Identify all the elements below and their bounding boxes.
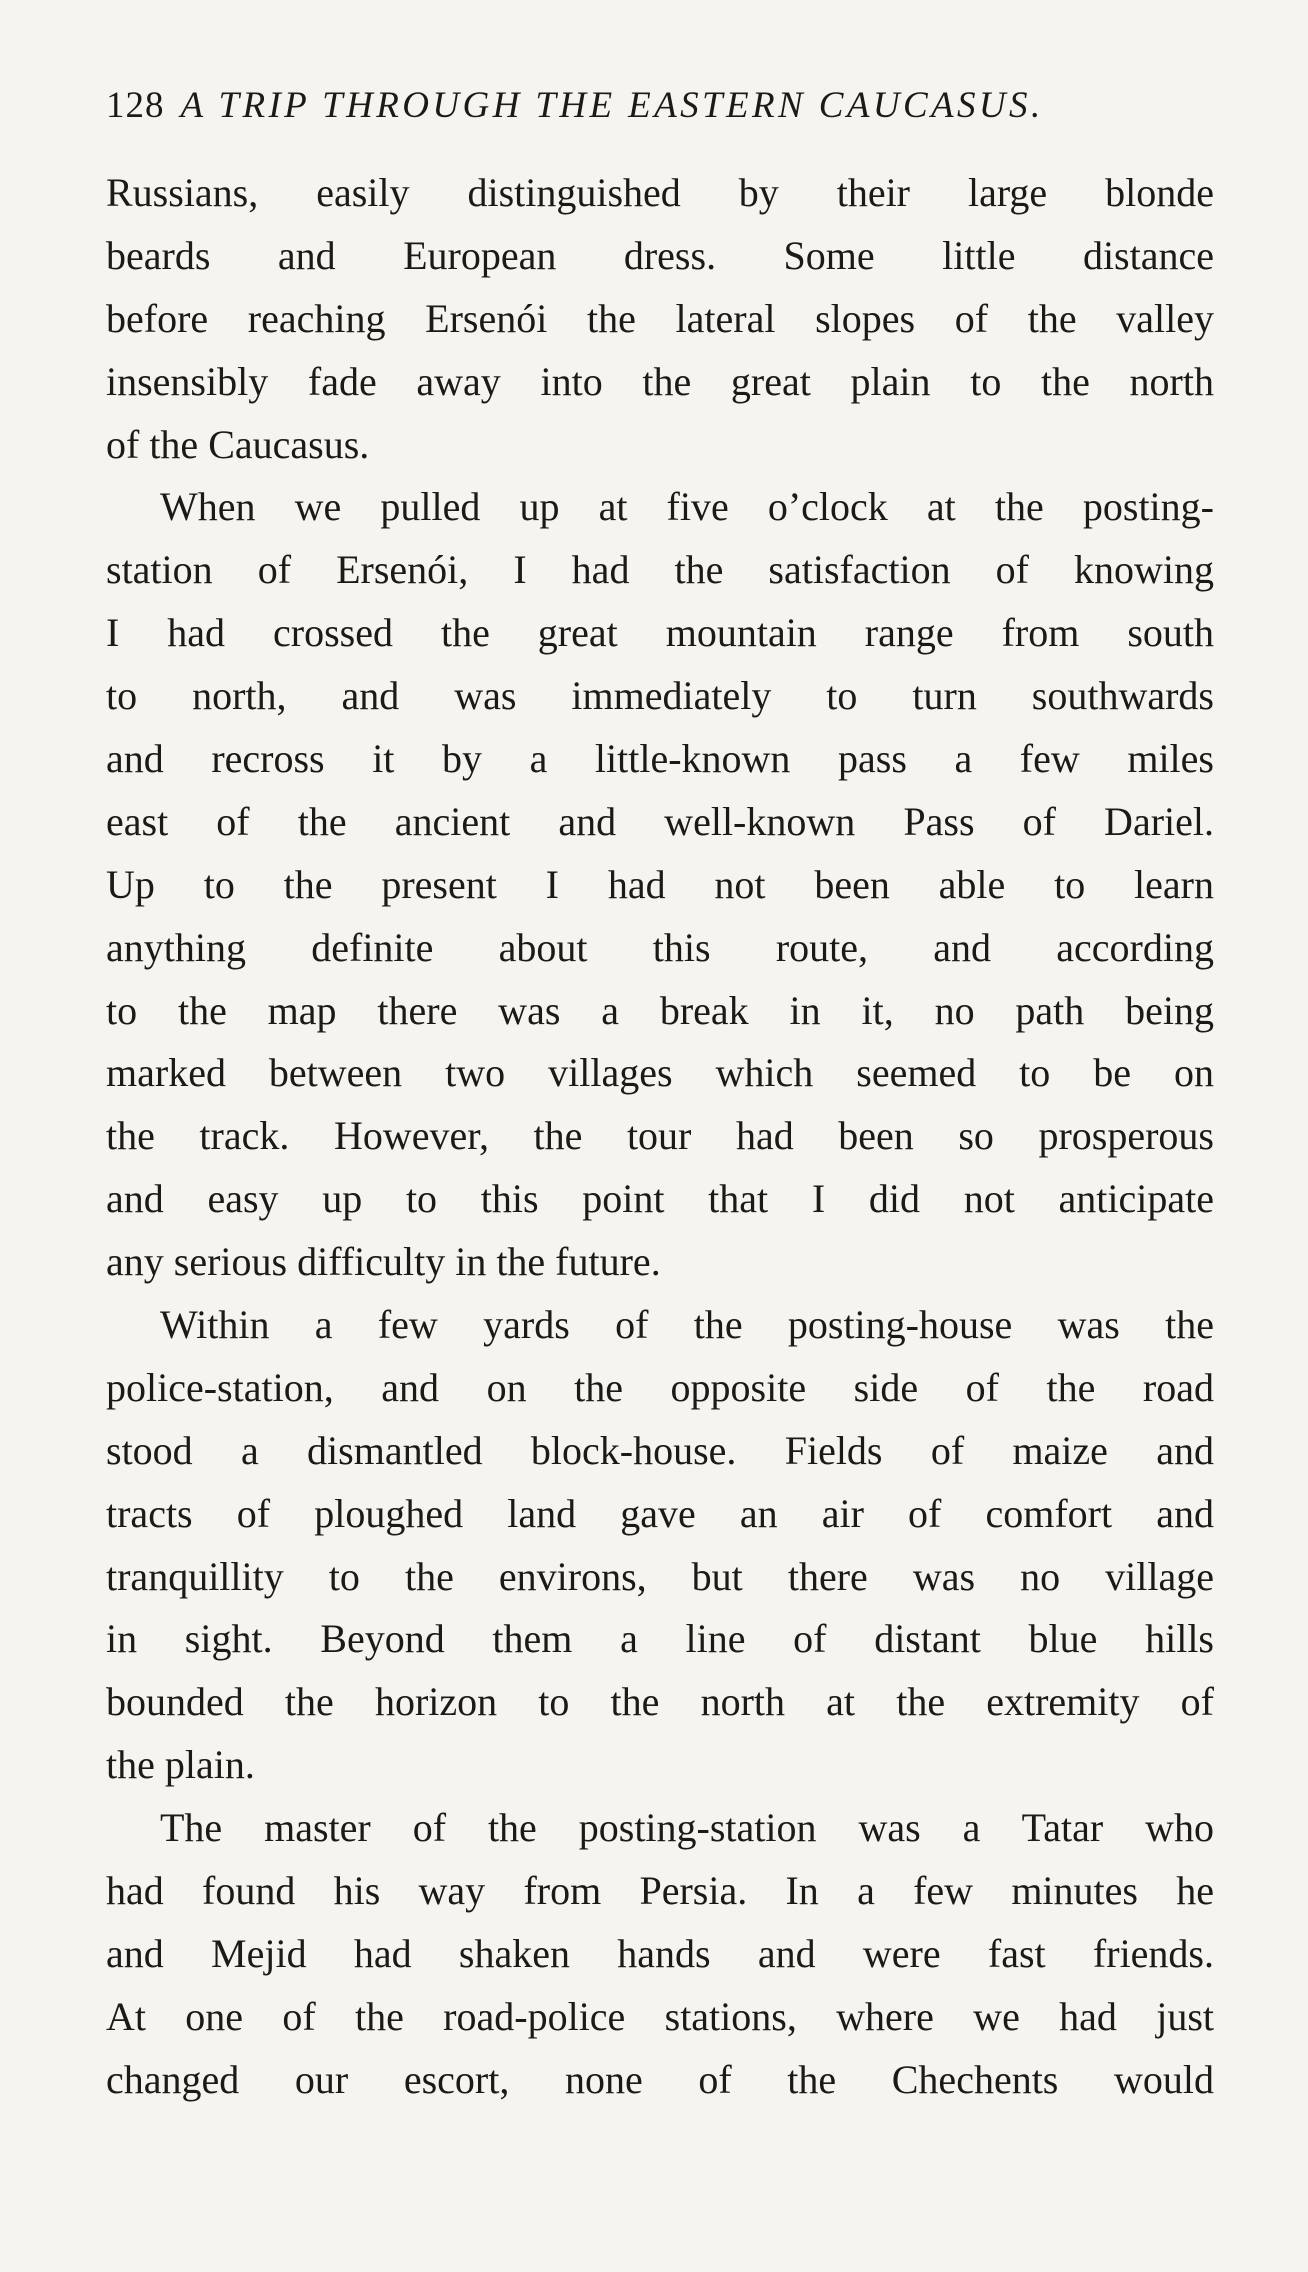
text-line: to north, and was immediately to turn southwards	[106, 673, 1214, 719]
text-line: and Mejid had shaken hands and were fast friends.	[106, 1930, 1214, 1976]
text-line: tracts of ploughed land gave an air of comfort and	[106, 1490, 1214, 1536]
text-line: Russians, easily distinguished by their large blonde	[106, 170, 1214, 215]
text-line: When we pulled up at five o’clock at the posting-	[160, 484, 1214, 530]
text-line: of the Caucasus.	[106, 421, 370, 467]
text-line: east of the ancient and well-known Pass of Dariel.	[106, 798, 1214, 844]
text-line: police-station, and on the opposite side of the road	[106, 1364, 1214, 1410]
text-line: station of Ersenói, I had the satisfaction of knowing	[106, 547, 1214, 593]
text-line: the track. However, the tour had been so prosperous	[106, 1113, 1214, 1159]
text-line: anything definite about this route, and according	[106, 924, 1214, 970]
text-line: changed our escort, none of the Chechents would	[106, 2056, 1214, 2102]
text-line: The master of the posting-station was a Tatar who	[160, 1805, 1214, 1851]
text-line: bounded the horizon to the north at the extremity of	[106, 1679, 1214, 1725]
text-line: any serious difficulty in the future.	[106, 1239, 661, 1285]
running-head	[106, 76, 1214, 136]
body-text	[106, 162, 1214, 2112]
text-line: to the map there was a break in it, no path being	[106, 987, 1214, 1033]
text-line: Within a few yards of the posting-house was the	[160, 1302, 1214, 1348]
text-line: marked between two villages which seemed to be on	[106, 1050, 1214, 1096]
text-line: tranquillity to the environs, but there was no village	[106, 1553, 1214, 1599]
text-line: the plain.	[106, 1742, 255, 1788]
text-line: and recross it by a little-known pass a few miles	[106, 736, 1214, 782]
page-number: 128	[106, 85, 165, 126]
text-line: in sight. Beyond them a line of distant blue hills	[106, 1616, 1214, 1662]
text-line: Up to the present I had not been able to learn	[106, 861, 1214, 907]
text-line: and easy up to this point that I did not anticipate	[106, 1176, 1214, 1222]
text-line: insensibly fade away into the great plain to the north	[106, 358, 1214, 404]
text-line: At one of the road-police stations, where we had just	[106, 1993, 1214, 2039]
text-line: had found his way from Persia. In a few minutes he	[106, 1868, 1214, 1914]
text-line: before reaching Ersenói the lateral slopes of the valley	[106, 295, 1214, 341]
text-line: beards and European dress. Some little distance	[106, 232, 1214, 278]
running-title: A TRIP THROUGH THE EASTERN CAUCASUS.	[180, 85, 1044, 126]
text-line: I had crossed the great mountain range from south	[106, 610, 1214, 656]
text-line: stood a dismantled block-house. Fields of maize and	[106, 1427, 1214, 1473]
